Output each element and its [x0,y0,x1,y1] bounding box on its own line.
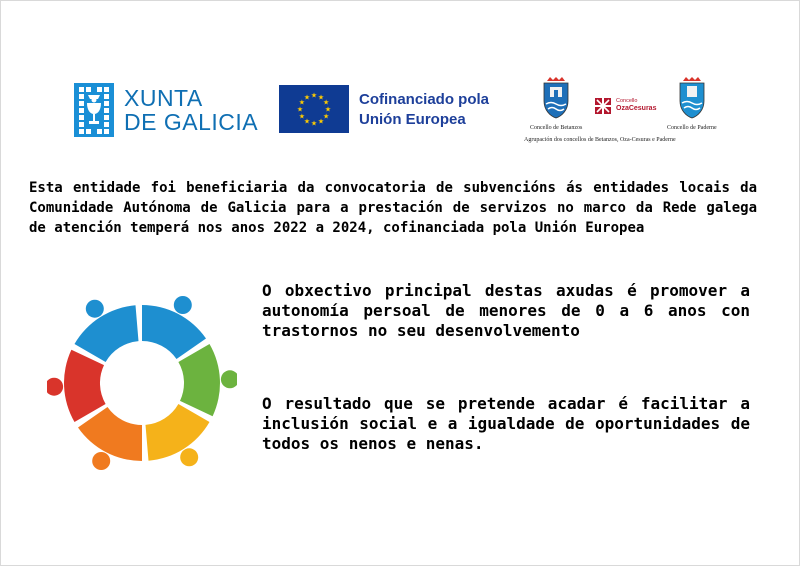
eu-star-icon: ★ [303,93,311,102]
eu-star-icon: ★ [303,117,311,126]
eu-line2: Unión Europea [359,111,466,128]
intro-paragraph: Esta entidade foi beneficiaria da convocatoria de subvencións ás entidades locais da Comunidade Autónoma de Galicia para a prestación de servizos no marco da Rede galega de atención temperá nos anos 2022 a 2024, cofinanciada pola Unión Europea [29,180,757,236]
eu-star-icon: ★ [310,91,318,100]
agrupacion-label: Agrupación dos concellos de Betanzos, Oza-Cesuras e Paderne [524,137,676,143]
ozacesuras-mark-icon [594,97,612,115]
xunta-name [124,86,258,134]
eu-star-icon: ★ [322,98,330,107]
figure-head [180,448,198,466]
eu-star-icon: ★ [317,117,325,126]
eu-star-icon: ★ [324,105,332,114]
figure-head [47,378,63,396]
eu-star-icon: ★ [322,112,330,121]
eu-star-icon: ★ [298,98,306,107]
paderne-label: Concello de Paderne [667,125,717,131]
figure-head [86,300,104,318]
paderne-shield-icon [677,77,707,119]
concellos-logo [521,77,731,147]
xunta-line1: XUNTA [124,85,203,111]
xunta-emblem-icon [74,83,114,137]
ozacesuras-name: OzaCesuras [616,105,657,112]
figure-head [221,370,237,388]
figure-body [178,344,220,416]
figure-body [64,350,106,422]
ozacesuras-label [616,98,656,113]
eu-star-icon: ★ [296,105,304,114]
figure-head [174,296,192,314]
eu-star-icon: ★ [310,119,318,128]
eu-caption [359,90,489,130]
eu-star-icon: ★ [317,93,325,102]
betanzos-label: Concello de Betanzos [530,125,583,131]
ozacesuras-small: Concello [616,98,638,104]
figure-head [92,452,110,470]
result-paragraph: O resultado que se pretende acadar é facilitar a inclusión social e a igualdade de oportunidades de todos os nenos e nenas. [262,394,750,453]
eu-star-icon: ★ [298,112,306,121]
eu-flag-icon [279,85,349,133]
eu-line1: Cofinanciado pola [359,91,490,108]
betanzos-shield-icon [541,77,571,119]
circle-center [102,343,182,423]
xunta-line2: DE GALICIA [124,109,259,135]
objective-paragraph: O obxectivo principal destas axudas é promover a autonomía persoal de menores de 0 a 6 anos con trastornos no seu desenvolvemento [262,281,750,340]
people-circle-icon [47,291,237,476]
